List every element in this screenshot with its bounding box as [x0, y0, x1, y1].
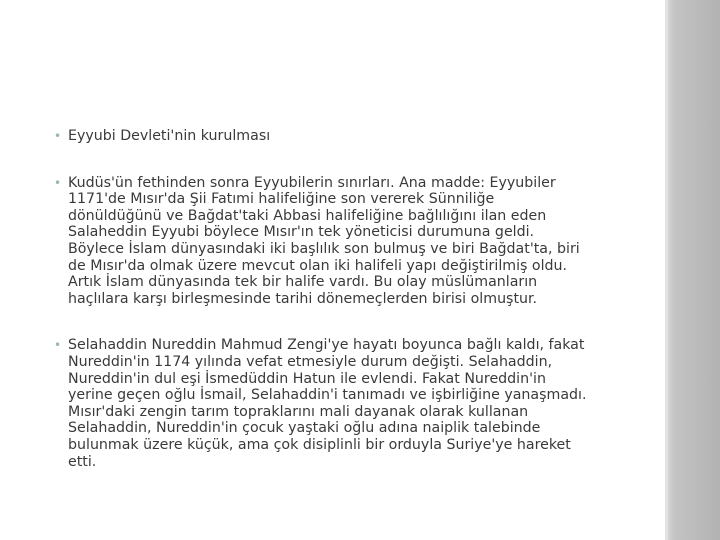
bullet-2-line: Kudüs'ün fethinden sonra Eyyubilerin sınırları. Ana madde: Eyyubiler [68, 174, 556, 191]
bullet-3-line: yerine geçen oğlu İsmail, Selahaddin'i tanımadı ve işbirliğine yanaşmadı. [68, 387, 587, 404]
slide-content [54, 128, 654, 470]
bullet-2-line: Salaheddin Eyyubi böylece Mısır'ın tek yöneticisi durumuna geldi. [68, 224, 535, 241]
bullet-3-line: Nureddin'in dul eşi İsmedüddin Hatun ile evlendi. Fakat Nureddin'in [68, 370, 546, 387]
bullet-3-line: Mısır'daki zengin tarım topraklarını mali dayanak olarak kullanan [68, 403, 529, 420]
bullet-3-line: bulunmak üzere küçük, ama çok disiplinli bir orduyla Suriye'ye hareket [68, 436, 571, 453]
bullet-item-2 [54, 175, 654, 308]
bullet-item-3 [54, 337, 654, 470]
bullet-3-line: Nureddin'in 1174 yılında vefat etmesiyle durum değişti. Selahaddin, [68, 353, 553, 370]
bullet-2-line: Artık İslam dünyasında tek bir halife vardı. Bu olay müslümanların [68, 274, 538, 291]
bullet-3-line: Selahaddin, Nureddin'in çocuk yaştaki oğlu adına naiplik talebinde [68, 420, 541, 437]
bullet-1-line: Eyyubi Devleti'nin kurulması [68, 128, 271, 144]
bullet-3-line: etti. [68, 453, 97, 470]
bullet-3-line: Selahaddin Nureddin Mahmud Zengi'ye hayatı boyunca bağlı kaldı, fakat [68, 337, 585, 354]
side-band [668, 0, 720, 540]
bullet-2-line: dönüldüğünü ve Bağdat'taki Abbasi halifeliğine bağlılığını ilan eden [68, 207, 547, 224]
bullet-item-1 [54, 128, 654, 145]
bullet-marker: • [54, 175, 62, 190]
bullet-2-line: haçlılara karşı birleşmesinde tarihi dönemeçlerden birisi olmuştur. [68, 290, 538, 307]
bullet-2-line: de Mısır'da olmak üzere mevcut olan iki halifeli yapı değiştirilmiş oldu. [68, 257, 568, 274]
bullet-marker: • [54, 338, 62, 353]
bullet-2-line: 1171'de Mısır'da Şii Fatımi halifeliğine son vererek Sünniliğe [68, 191, 495, 208]
bullet-marker: • [54, 129, 62, 143]
bullet-2-line: Böylece İslam dünyasındaki iki başlılık son bulmuş ve biri Bağdat'ta, biri [68, 240, 580, 257]
